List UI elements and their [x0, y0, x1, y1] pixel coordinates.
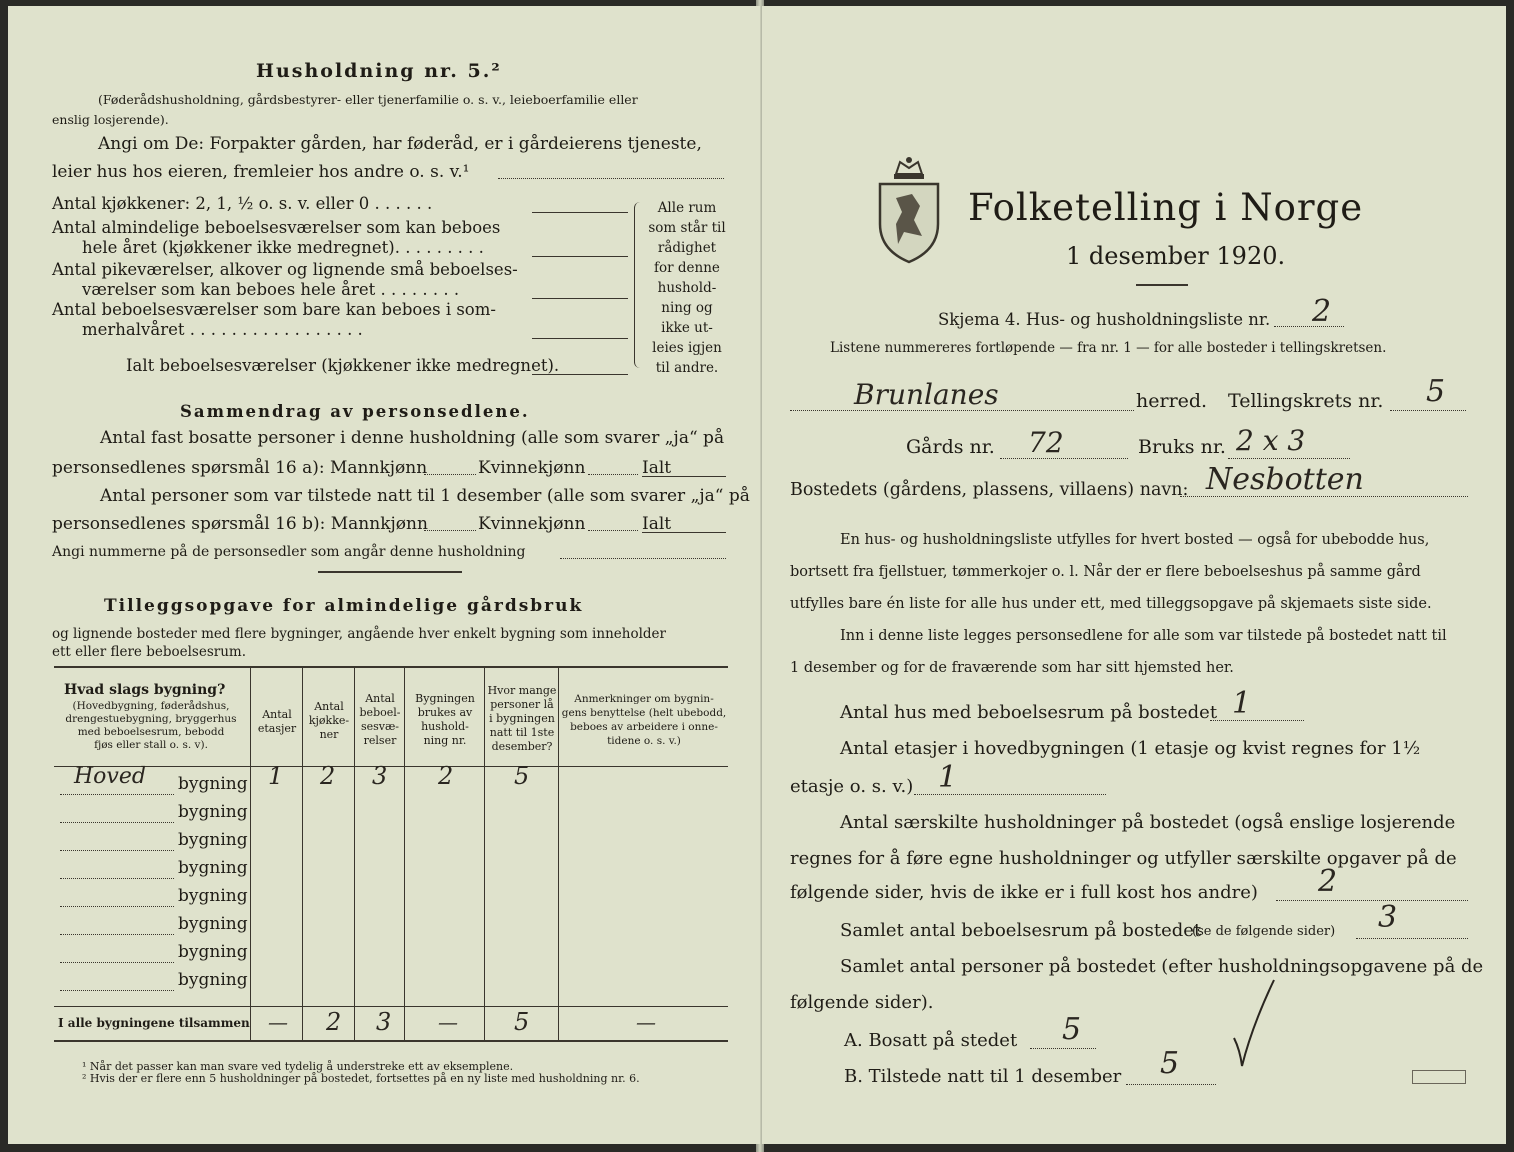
table-row — [54, 912, 728, 940]
b-value: 5 — [1160, 1046, 1180, 1081]
q3-value: 2 — [1318, 864, 1338, 899]
household-subtitle-1: (Føderådshusholdning, gårdsbestyrer- eller tjenerfamilie o. s. v., leieboerfamilie eller — [98, 92, 638, 107]
bruks-value: 2 x 3 — [1236, 424, 1306, 457]
skjema-label: Skjema 4. Hus- og husholdningsliste nr. — [938, 310, 1271, 329]
side-note-line: for denne — [654, 260, 720, 276]
census-title: Folketelling i Norge — [968, 186, 1364, 229]
summary-kvinne-1: Kvinnekjønn — [478, 458, 586, 478]
header-line: Antal — [314, 700, 344, 713]
row-bygning-label: bygning — [178, 886, 248, 906]
instruction-1: En hus- og husholdningsliste utfylles for hvert bosted — også for ubebodde hus, — [840, 532, 1430, 548]
cell-husholdning: 2 — [438, 762, 454, 790]
cell-kjokken: 2 — [320, 762, 336, 790]
left-page — [8, 6, 760, 1144]
building-table — [54, 666, 728, 1042]
skjema-nr: 2 — [1312, 294, 1332, 329]
q5-line-1: Samlet antal personer på bostedet (efter husholdningsopgavene på de — [840, 956, 1484, 977]
table-row — [54, 856, 728, 884]
summary-title: Sammendrag av personsedlene. — [180, 402, 530, 421]
col-bygning-subtitle — [56, 700, 246, 752]
summary-p3: Antal personer som var tilstede natt til 1 desember (alle som svarer „ja“ på — [100, 486, 750, 506]
col-personer-header — [486, 684, 558, 754]
cell-beboelse: 3 — [372, 762, 388, 790]
angi-line-2: leier hus hos eieren, fremleier hos andre o. s. v.¹ — [52, 162, 470, 182]
col-beboelse-header — [356, 692, 404, 748]
household-title: Husholdning nr. 5.² — [256, 60, 502, 82]
side-note-line: til andre. — [655, 360, 719, 376]
instruction-5: 1 desember og for de fraværende som har sitt hjemsted her. — [790, 660, 1234, 676]
header-line: desember? — [491, 740, 553, 753]
row-bygning-label: bygning — [178, 942, 248, 962]
listene-note: Listene nummereres fortløpende — fra nr. 1 — for alle bosteder i tellingskretsen. — [830, 340, 1387, 356]
header-line: natt til 1ste — [489, 726, 555, 739]
col-kjokken-header — [304, 700, 354, 742]
side-note-line: ikke ut- — [661, 320, 713, 336]
header-line: gens benyttelse (helt ubebodd, — [561, 707, 727, 719]
header-line: beboes av arbeidere i onne- — [570, 721, 718, 733]
summary-p2: personsedlenes spørsmål 16 a): Mannkjønn — [52, 458, 428, 478]
footnote-2: ² Hvis der er flere enn 5 husholdninger på bostedet, fortsettes på en ny liste med husholdning nr. 6. — [82, 1072, 640, 1085]
total-personer: 5 — [514, 1008, 530, 1036]
cell-building-name: Hoved — [74, 764, 146, 789]
header-line: ning nr. — [423, 734, 467, 747]
q4-small: (se de følgende sider) — [1192, 924, 1336, 939]
tillegg-line-1: og lignende bosteder med flere bygninger, angående hver enkelt bygning som inneholder — [52, 626, 666, 642]
side-note-line: ning og — [661, 300, 713, 316]
table-row — [54, 828, 728, 856]
header-line: brukes av — [417, 706, 473, 719]
col-bygning-subtitle-line: (Hovedbygning, føderådshus, — [72, 700, 230, 712]
bosted-label: Bostedets (gårdens, plassens, villaens) navn: — [790, 480, 1189, 500]
rooms-line-2: Antal almindelige beboelsesværelser som kan beboes — [52, 218, 501, 237]
q5-line-2: følgende sider). — [790, 992, 934, 1013]
side-note-line: rådighet — [657, 240, 717, 256]
header-line: ner — [319, 728, 339, 741]
table-row — [54, 968, 728, 996]
side-note — [644, 198, 730, 378]
rooms-line-6: Antal beboelsesværelser som bare kan beboes i som- — [52, 300, 496, 319]
col-bygning-subtitle-line: med beboelsesrum, bebodd — [77, 726, 225, 738]
tillegg-line-2: ett eller flere beboelsesrum. — [52, 644, 247, 660]
q3-line-2: regnes for å føre egne husholdninger og utfyller særskilte opgaver på de — [790, 848, 1457, 869]
col-bygning-subtitle-line: fjøs eller stall o. s. v). — [94, 739, 208, 751]
q2-label: Antal etasjer i hovedbygningen (1 etasje og kvist regnes for 1½ — [840, 738, 1421, 759]
q2-value: 1 — [938, 760, 958, 795]
rooms-line-4: Antal pikeværelser, alkover og lignende små beboelses- — [52, 260, 518, 279]
tellingskrets-value: 5 — [1426, 374, 1446, 409]
herred-label: herred. — [1136, 390, 1208, 412]
table-row — [54, 762, 728, 800]
instruction-3: utfylles bare én liste for alle hus under ett, med tilleggsopgave på skjemaets siste side. — [790, 596, 1432, 612]
header-line: etasjer — [257, 722, 297, 735]
rooms-line-8: Ialt beboelsesværelser (kjøkkener ikke medregnet). — [126, 356, 560, 375]
rooms-line-3: hele året (kjøkkener ikke medregnet). . . . . . . . . — [82, 238, 484, 257]
q3-line-3: følgende sider, hvis de ikke er i full kost hos andre) — [790, 882, 1258, 903]
bruks-label: Bruks nr. — [1138, 436, 1226, 458]
side-note-line: hushold- — [657, 280, 717, 296]
total-kjokken: 2 — [326, 1008, 342, 1036]
tellingskrets-label: Tellingskrets nr. — [1228, 390, 1384, 412]
rooms-line-7: merhalvåret . . . . . . . . . . . . . . . . . — [82, 320, 363, 339]
header-line: personer lå — [490, 698, 554, 711]
rooms-line-1: Antal kjøkkener: 2, 1, ½ o. s. v. eller 0 . . . . . . — [52, 194, 433, 213]
rooms-line-5: værelser som kan beboes hele året . . . . . . . . — [82, 280, 460, 299]
summary-angi: Angi nummerne på de personsedler som angår denne husholdning — [52, 544, 526, 560]
a-value: 5 — [1062, 1012, 1082, 1047]
total-anmerkninger: — — [636, 1010, 656, 1034]
col-etasjer-header — [252, 708, 302, 736]
instruction-4: Inn i denne liste legges personsedlene for alle som var tilstede på bostedet natt til — [840, 628, 1447, 644]
household-subtitle-2: enslig losjerende). — [52, 112, 169, 127]
col-bygning-title: Hvad slags bygning? — [64, 682, 226, 698]
a-label: A. Bosatt på stedet — [844, 1030, 1018, 1051]
q3-line-1: Antal særskilte husholdninger på bostedet (også enslige losjerende — [840, 812, 1456, 833]
header-line: Antal — [365, 692, 395, 705]
cell-etasjer: 1 — [268, 762, 284, 790]
side-note-line: Alle rum — [657, 200, 717, 216]
total-husholdning: — — [438, 1010, 458, 1034]
q4-label: Samlet antal beboelsesrum på bostedet — [840, 920, 1202, 941]
cell-personer: 5 — [514, 762, 530, 790]
col-anmerkninger-header — [560, 692, 728, 748]
row-bygning-label: bygning — [178, 970, 248, 990]
gards-label: Gårds nr. — [906, 436, 995, 458]
tillegg-title: Tilleggsopgave for almindelige gårdsbruk — [104, 596, 584, 616]
brace — [634, 202, 643, 368]
row-bygning-label: bygning — [178, 914, 248, 934]
row-bygning-label: bygning — [178, 830, 248, 850]
header-line: sesvæ- — [360, 720, 400, 733]
herred-value: Brunlanes — [854, 378, 999, 411]
header-line: hushold- — [421, 720, 469, 733]
checkmark-icon — [1230, 976, 1280, 1072]
row-bygning-label: bygning — [178, 858, 248, 878]
total-label: I alle bygningene tilsammen — [58, 1016, 250, 1030]
instruction-2: bortsett fra fjellstuer, tømmerkojer o. l. Når der er flere beboelseshus på samme gård — [790, 564, 1421, 580]
bosted-value: Nesbotten — [1206, 462, 1364, 497]
header-line: beboel- — [359, 706, 401, 719]
printer-stamp — [1412, 1070, 1466, 1084]
total-etasjer: — — [268, 1010, 288, 1034]
angi-line-1: Angi om De: Forpakter gården, har føderåd, er i gårdeierens tjeneste, — [98, 134, 702, 154]
summary-p4: personsedlenes spørsmål 16 b): Mannkjønn — [52, 514, 428, 534]
norway-coat-of-arms-icon — [874, 154, 944, 266]
census-date: 1 desember 1920. — [1066, 242, 1286, 270]
header-line: Bygningen — [415, 692, 475, 705]
table-row — [54, 940, 728, 968]
footnote-1: ¹ Når det passer kan man svare ved tydelig å understreke ett av eksemplene. — [82, 1060, 514, 1073]
summary-kvinne-2: Kvinnekjønn — [478, 514, 586, 534]
q1-label: Antal hus med beboelsesrum på bostedet — [840, 702, 1218, 723]
q4-value: 3 — [1378, 900, 1398, 935]
total-beboelse: 3 — [376, 1008, 392, 1036]
col-bygning-subtitle-line: drengestuebygning, bryggerhus — [65, 713, 237, 725]
header-line: i bygningen — [489, 712, 555, 725]
side-note-line: leies igjen — [652, 340, 722, 356]
header-line: Anmerkninger om bygnin- — [574, 693, 714, 705]
header-line: Hvor mange — [487, 684, 557, 697]
row-bygning-label: bygning — [178, 774, 248, 794]
right-page — [762, 6, 1506, 1144]
header-line: Antal — [262, 708, 292, 721]
row-bygning-label: bygning — [178, 802, 248, 822]
table-row — [54, 800, 728, 828]
header-line: tidene o. s. v.) — [607, 735, 681, 747]
header-line: kjøkke- — [308, 714, 350, 727]
summary-p1: Antal fast bosatte personer i denne husholdning (alle som svarer „ja“ på — [100, 428, 725, 448]
header-line: relser — [363, 734, 397, 747]
col-husholdning-header — [406, 692, 484, 748]
q2-label-2: etasje o. s. v.) — [790, 776, 914, 797]
table-row — [54, 884, 728, 912]
summary-ialt-2: Ialt — [642, 514, 672, 534]
b-label: B. Tilstede natt til 1 desember — [844, 1066, 1122, 1087]
side-note-line: som står til — [648, 220, 726, 236]
gards-value: 72 — [1028, 426, 1064, 459]
summary-ialt-1: Ialt — [642, 458, 672, 478]
q1-value: 1 — [1232, 686, 1252, 721]
